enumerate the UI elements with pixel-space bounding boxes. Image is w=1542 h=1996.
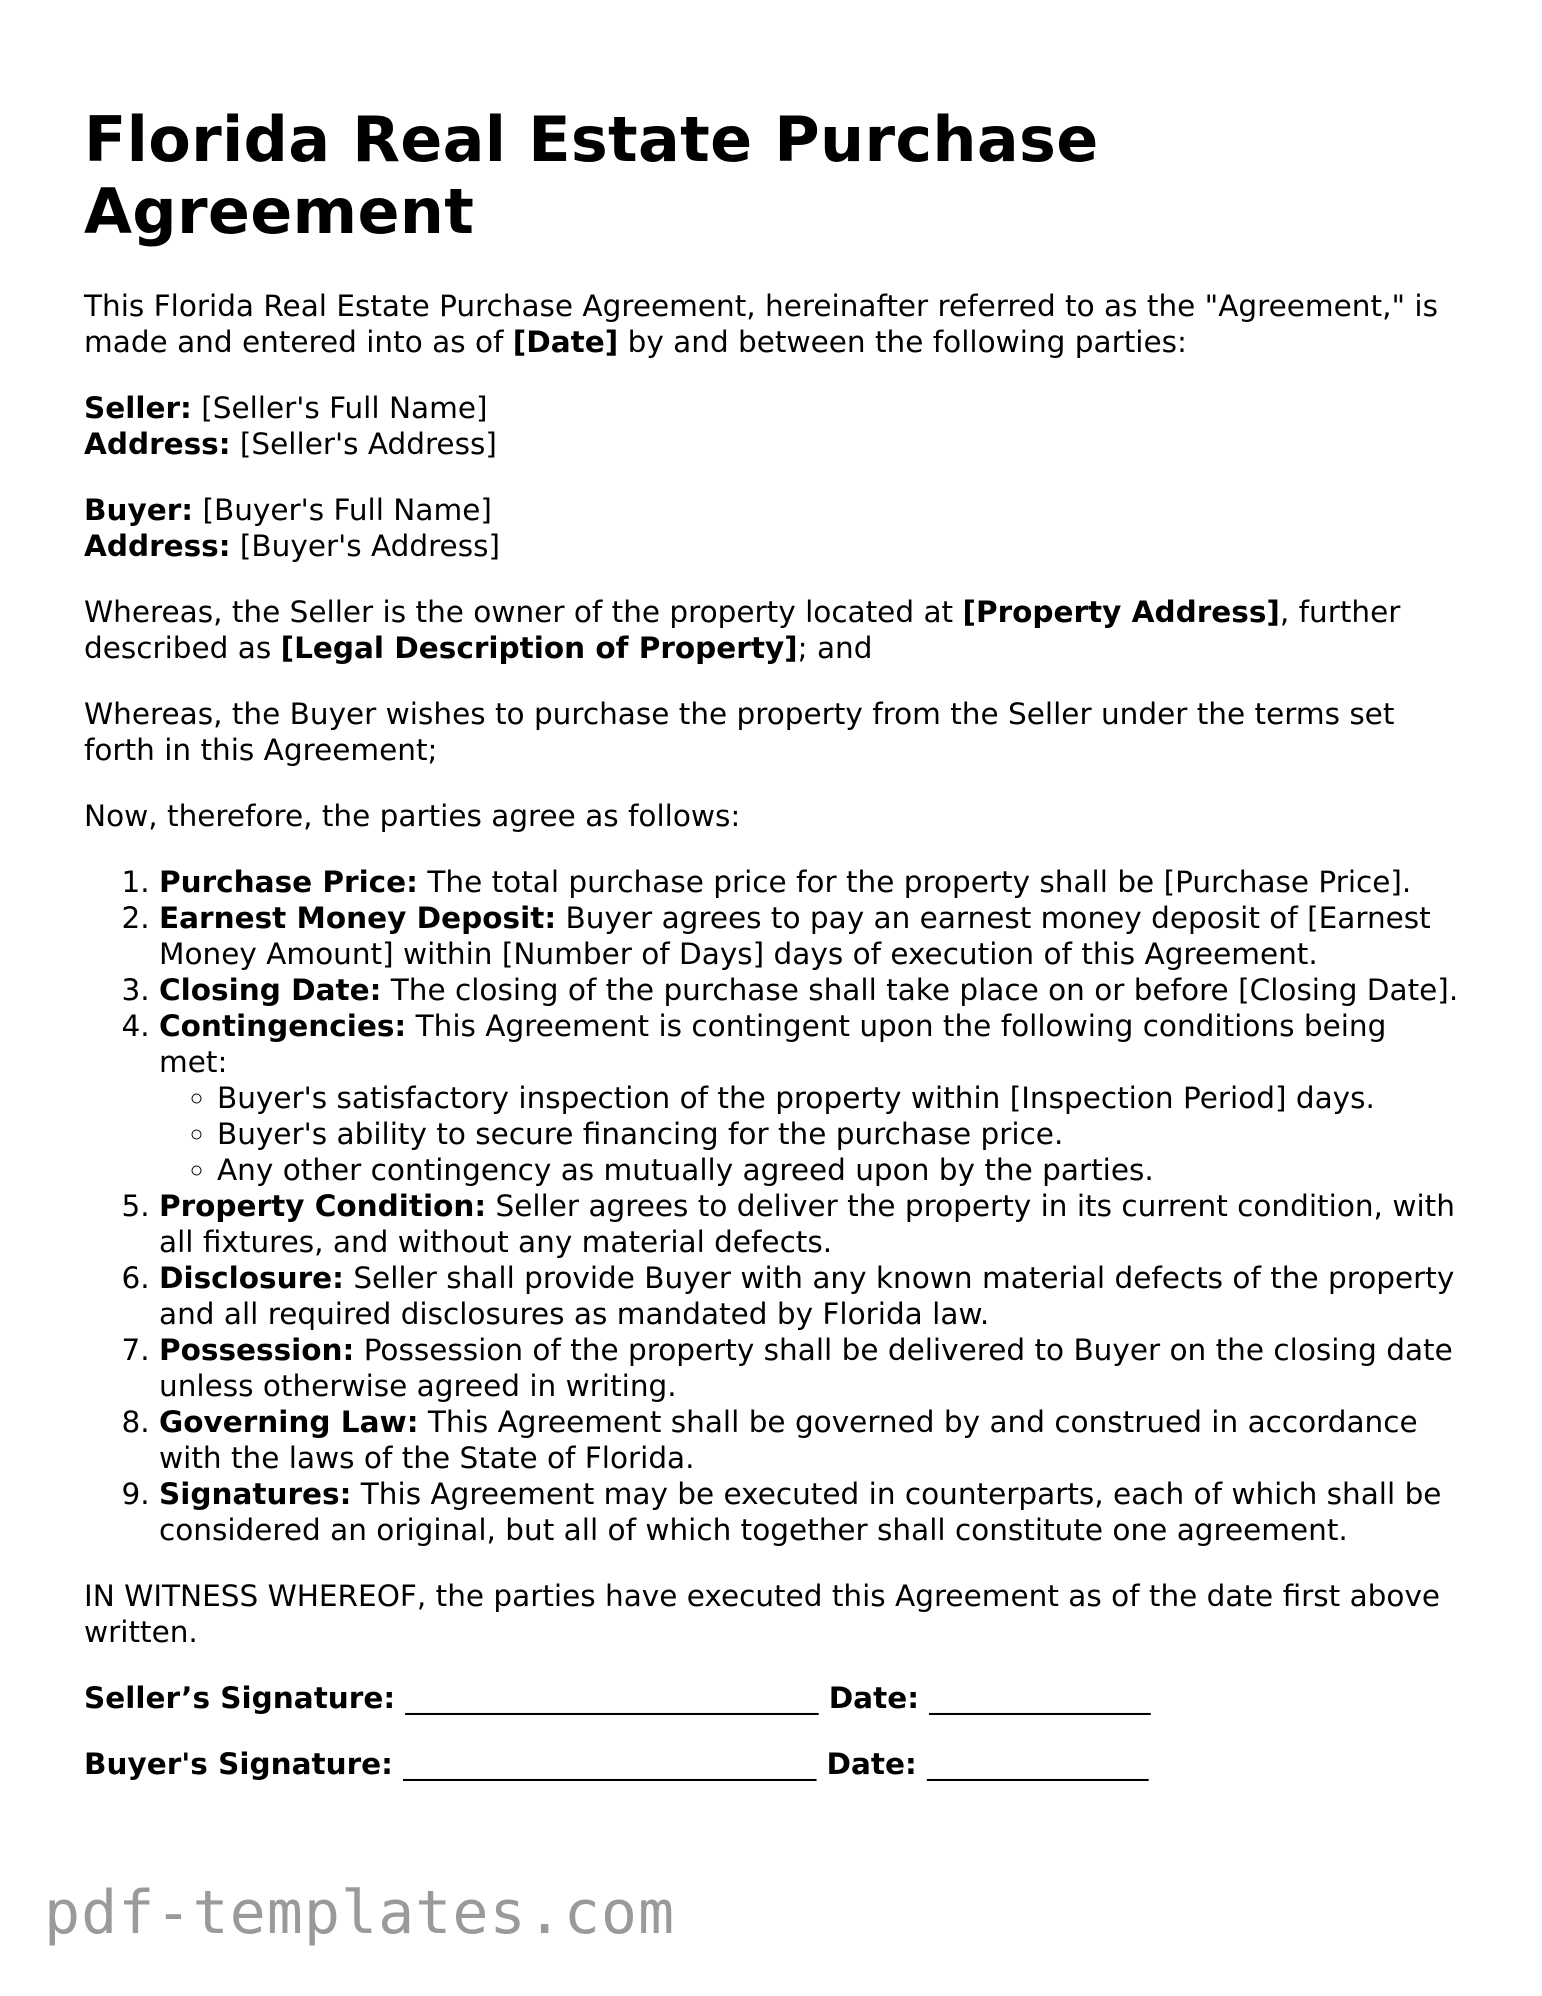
term-item-contingencies (159, 1008, 1464, 1188)
legal-description-placeholder: [Legal Description of Property] (280, 631, 798, 665)
term-label: Disclosure: (159, 1261, 344, 1295)
term-label: Possession: (159, 1333, 355, 1367)
seller-address-label: Address: (84, 427, 231, 461)
seller-name-label: Seller: (84, 391, 192, 425)
intro-text-before: This Florida Real Estate Purchase Agreement, hereinafter referred to as the "Agreement," is made and entered into as of (84, 289, 1438, 359)
buyer-address-value: [Buyer's Address] (230, 529, 500, 563)
term-label: Property Condition: (159, 1189, 487, 1223)
term-text: The total purchase price for the property shall be [Purchase Price]. (417, 865, 1412, 899)
intro-paragraph (84, 288, 1464, 360)
term-text: Possession of the property shall be delivered to Buyer on the closing date unless otherwise agreed in writing. (159, 1333, 1453, 1403)
whereas-property-before: Whereas, the Seller is the owner of the property located at (84, 595, 963, 629)
contingency-item: ◦ Buyer's ability to secure financing for the purchase price. (217, 1116, 1464, 1152)
term-text: Buyer agrees to pay an earnest money deposit of [Earnest Money Amount] within [Number of Days] days of execution of this Agreement. (159, 901, 1431, 971)
term-item-signatures (159, 1476, 1464, 1548)
contingency-item: ◦ Any other contingency as mutually agreed upon by the parties. (217, 1152, 1464, 1188)
term-item-closing-date (159, 972, 1464, 1008)
whereas-property-paragraph (84, 594, 1464, 666)
seller-info (84, 390, 1464, 462)
term-text: The closing of the purchase shall take place on or before [Closing Date]. (381, 973, 1459, 1007)
whereas-property-after: ; and (797, 631, 873, 665)
watermark: pdf-templates.com (44, 1878, 676, 1948)
buyer-signature-line[interactable]: ____________________________ (403, 1747, 817, 1781)
buyer-signature-label: Buyer's Signature: (84, 1747, 404, 1781)
document-page (84, 104, 1464, 1782)
term-label: Earnest Money Deposit: (159, 901, 557, 935)
term-label: Signatures: (159, 1477, 352, 1511)
buyer-name-value: [Buyer's Full Name] (193, 493, 492, 527)
term-text: This Agreement shall be governed by and construed in accordance with the laws of the State of Florida. (159, 1405, 1418, 1475)
intro-text-after: by and between the following parties: (618, 325, 1187, 359)
contingency-item: ◦ Buyer's satisfactory inspection of the property within [Inspection Period] days. (217, 1080, 1464, 1116)
term-item-property-condition (159, 1188, 1464, 1260)
terms-list (84, 864, 1464, 1548)
witness-paragraph: IN WITNESS WHEREOF, the parties have executed this Agreement as of the date first above written. (84, 1579, 1441, 1649)
seller-signature-label: Seller’s Signature: (84, 1681, 406, 1715)
seller-signature-row (84, 1680, 1464, 1716)
property-address-placeholder: [Property Address] (962, 595, 1280, 629)
buyer-signature-row (84, 1746, 1464, 1782)
term-item-disclosure (159, 1260, 1464, 1332)
term-label: Closing Date: (159, 973, 382, 1007)
term-text: Seller shall provide Buyer with any known material defects of the property and all required disclosures as mandated by Florida law. (159, 1261, 1455, 1331)
buyer-date-label: Date: (816, 1747, 928, 1781)
buyer-date-line[interactable]: _______________ (927, 1747, 1149, 1781)
intro-date-placeholder: [Date] (512, 325, 619, 359)
seller-name-value: [Seller's Full Name] (191, 391, 488, 425)
term-text: This Agreement may be executed in counterparts, each of which shall be considered an original, but all of which together shall constitute one agreement. (159, 1477, 1442, 1547)
term-label: Governing Law: (159, 1405, 419, 1439)
term-label: Contingencies: (159, 1009, 407, 1043)
term-text: This Agreement is contingent upon the following conditions being met: (159, 1009, 1387, 1079)
term-item-earnest-money (159, 900, 1464, 972)
buyer-info (84, 492, 1464, 564)
term-text: Seller agrees to deliver the property in its current condition, with all fixtures, and without any material defects. (159, 1189, 1455, 1259)
seller-signature-line[interactable]: ____________________________ (405, 1681, 819, 1715)
term-label: Purchase Price: (159, 865, 418, 899)
seller-date-label: Date: (818, 1681, 930, 1715)
term-item-possession (159, 1332, 1464, 1404)
whereas-buyer-paragraph: Whereas, the Buyer wishes to purchase the property from the Seller under the terms set forth in this Agreement; (84, 697, 1395, 767)
buyer-address-label: Address: (84, 529, 231, 563)
term-item-governing-law (159, 1404, 1464, 1476)
seller-date-line[interactable]: _______________ (929, 1681, 1151, 1715)
document-title: Florida Real Estate Purchase Agreement (84, 103, 1099, 248)
buyer-name-label: Buyer: (84, 493, 194, 527)
now-therefore-paragraph: Now, therefore, the parties agree as follows: (84, 799, 741, 833)
term-item-purchase-price (159, 864, 1464, 900)
contingencies-list (159, 1080, 1464, 1188)
seller-address-value: [Seller's Address] (230, 427, 497, 461)
whereas-property-middle: , further described as (84, 595, 1401, 665)
